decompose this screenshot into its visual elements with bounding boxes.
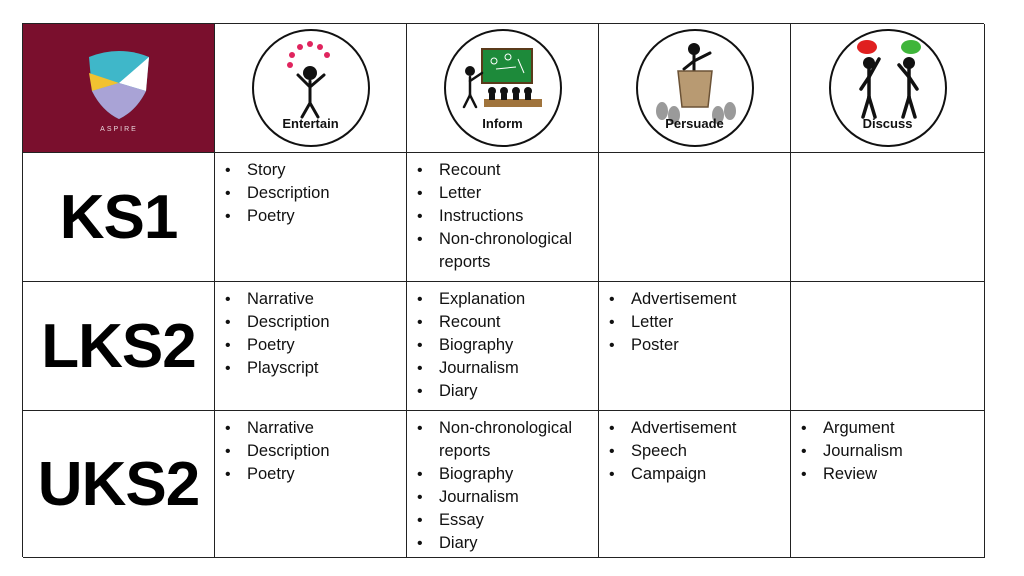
list-item: • Biography xyxy=(417,334,592,357)
inform-cell xyxy=(407,282,599,411)
logo-cell xyxy=(23,24,215,153)
list-item: • Non-chronological reports xyxy=(417,417,592,463)
header-discuss xyxy=(791,24,985,153)
list-item: • Advertisement xyxy=(609,288,784,311)
list-item: • Letter xyxy=(609,311,784,334)
inform-cell xyxy=(407,153,599,282)
list-item: • Playscript xyxy=(225,357,400,380)
discuss-cell xyxy=(791,282,985,411)
header-inform xyxy=(407,24,599,153)
list-item: • Poetry xyxy=(225,205,400,228)
stage-cell xyxy=(23,153,215,282)
list-item: • Essay xyxy=(417,509,592,532)
list-item: • Non-chronological reports xyxy=(417,228,592,274)
header-label: Inform xyxy=(482,116,523,131)
list-item: • Narrative xyxy=(225,417,400,440)
list-item: • Letter xyxy=(417,182,592,205)
text-type-list xyxy=(609,288,784,357)
inform-badge xyxy=(444,29,562,147)
list-item: • Explanation xyxy=(417,288,592,311)
persuade-cell xyxy=(599,282,791,411)
writing-purposes-table xyxy=(22,23,984,557)
list-item: • Description xyxy=(225,311,400,334)
entertain-cell xyxy=(215,153,407,282)
list-item: • Journalism xyxy=(801,440,978,463)
logo-text: ASPIRE xyxy=(99,126,138,133)
list-item: • Poetry xyxy=(225,463,400,486)
discuss-badge xyxy=(829,29,947,147)
stage-label: LKS2 xyxy=(41,311,196,381)
text-type-list xyxy=(417,288,592,403)
list-item: • Instructions xyxy=(417,205,592,228)
list-item: • Diary xyxy=(417,532,592,555)
header-label: Entertain xyxy=(282,116,339,131)
list-item: • Description xyxy=(225,440,400,463)
discuss-cell xyxy=(791,411,985,558)
persuade-cell xyxy=(599,411,791,558)
list-item: • Biography xyxy=(417,463,592,486)
aspire-shield-logo xyxy=(74,43,164,133)
stage-label: UKS2 xyxy=(37,449,200,519)
text-type-list xyxy=(225,159,400,228)
list-item: • Description xyxy=(225,182,400,205)
list-item: • Advertisement xyxy=(609,417,784,440)
list-item: • Poster xyxy=(609,334,784,357)
list-item: • Story xyxy=(225,159,400,182)
persuade-cell xyxy=(599,153,791,282)
text-type-list xyxy=(417,159,592,274)
text-type-list xyxy=(225,417,400,486)
list-item: • Journalism xyxy=(417,486,592,509)
list-item: • Journalism xyxy=(417,357,592,380)
entertain-cell xyxy=(215,282,407,411)
list-item: • Recount xyxy=(417,311,592,334)
header-entertain xyxy=(215,24,407,153)
header-label: Persuade xyxy=(665,116,724,131)
text-type-list xyxy=(417,417,592,555)
list-item: • Poetry xyxy=(225,334,400,357)
header-persuade xyxy=(599,24,791,153)
list-item: • Diary xyxy=(417,380,592,403)
inform-cell xyxy=(407,411,599,558)
header-label: Discuss xyxy=(862,116,913,131)
text-type-list xyxy=(225,288,400,380)
stage-label: KS1 xyxy=(59,182,178,252)
list-item: • Narrative xyxy=(225,288,400,311)
list-item: • Recount xyxy=(417,159,592,182)
text-type-list xyxy=(801,417,978,486)
entertain-badge xyxy=(252,29,370,147)
stage-cell xyxy=(23,411,215,558)
persuade-badge xyxy=(636,29,754,147)
text-type-list xyxy=(609,417,784,486)
list-item: • Speech xyxy=(609,440,784,463)
stage-cell xyxy=(23,282,215,411)
list-item: • Argument xyxy=(801,417,978,440)
discuss-cell xyxy=(791,153,985,282)
entertain-cell xyxy=(215,411,407,558)
list-item: • Review xyxy=(801,463,978,486)
list-item: • Campaign xyxy=(609,463,784,486)
